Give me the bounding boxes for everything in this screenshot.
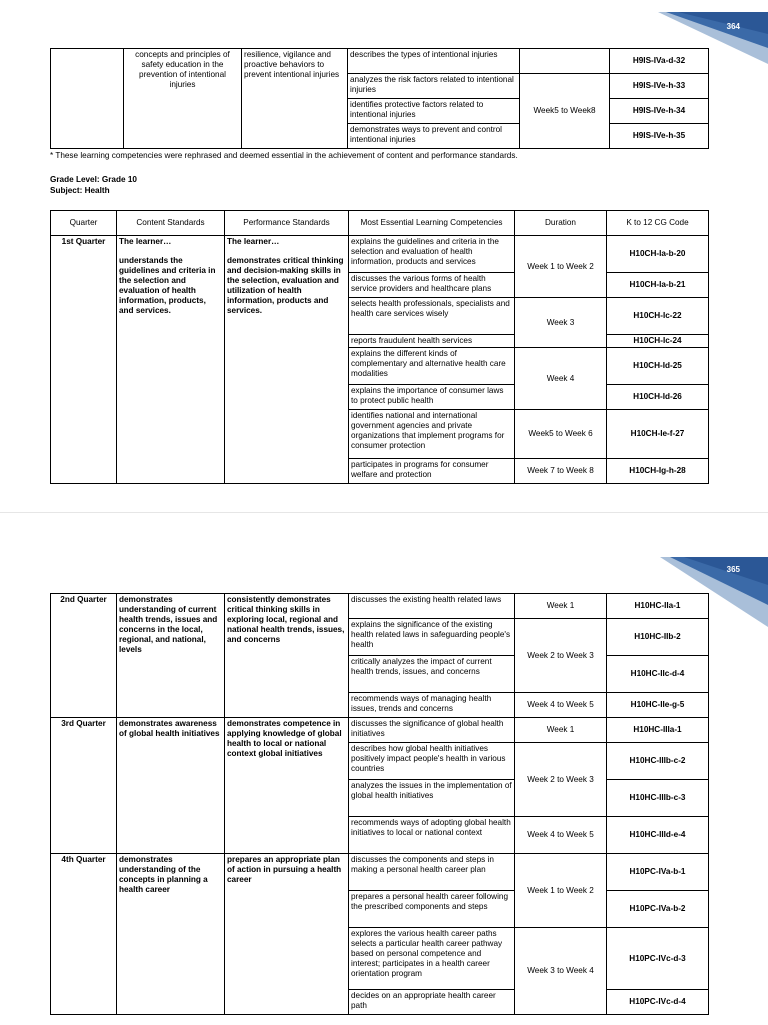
melc-cell: participates in programs for consumer welfare and protection: [349, 459, 515, 484]
cg-code: H10CH-Ic-22: [607, 298, 709, 335]
cg-code: H10HC-IIa-1: [607, 594, 709, 619]
intentional-injuries-table: [50, 48, 709, 149]
quarter-cell: 1st Quarter: [51, 236, 117, 484]
page-number: 365: [726, 565, 740, 574]
melc-cell: recommends ways of adopting global health initiatives to local or national context: [349, 817, 515, 854]
cg-code: H10CH-Id-26: [607, 385, 709, 410]
page-365: [0, 512, 768, 1025]
cg-code: H10HC-IIIa-1: [607, 718, 709, 743]
melc-cell: prepares a personal health career following the prescribed components and steps: [349, 891, 515, 928]
duration-cell: Week 1: [515, 594, 607, 619]
header-cg-code: K to 12 CG Code: [607, 211, 709, 236]
content-standard: demonstrates awareness of global health initiatives: [117, 718, 225, 854]
melc-cell: explains the importance of consumer laws to protect public health: [349, 385, 515, 410]
melc-cell: discusses the components and steps in making a personal health career plan: [349, 854, 515, 891]
content-standard: [117, 236, 225, 484]
melc-cell: identifies national and international government agencies and private organizations that implement programs for consumer protection: [349, 410, 515, 459]
melc-cell: explores the various health career paths selects a particular health career pathway based on personal competence and interest; participates in a health career orientation program: [349, 928, 515, 990]
subject: Subject: Health: [50, 185, 110, 195]
header-duration: Duration: [515, 211, 607, 236]
melc-cell: discusses the existing health related laws: [349, 594, 515, 619]
duration-cell: Week 4: [515, 348, 607, 410]
page-number: 364: [726, 22, 740, 31]
duration-cell: Week 4 to Week 5: [515, 817, 607, 854]
cg-code: H10PC-IVc-d-3: [607, 928, 709, 990]
duration-cell: Week5 to Week 6: [515, 410, 607, 459]
cg-code: H9IS-IVe-h-34: [610, 99, 709, 124]
duration-cell: Week 1 to Week 2: [515, 236, 607, 298]
content-standard: demonstrates understanding of current health trends, issues and concerns in the local, regional, and national, levels: [117, 594, 225, 718]
quarter-cell: 3rd Quarter: [51, 718, 117, 854]
performance-intro: The learner…: [227, 237, 280, 246]
cg-code: H9IS-IVe-h-35: [610, 124, 709, 149]
duration-cell: Week 2 to Week 3: [515, 619, 607, 693]
melc-cell: analyzes the risk factors related to intentional injuries: [348, 74, 520, 99]
duration-cell: Week 1: [515, 718, 607, 743]
duration-cell: Week5 to Week8: [520, 74, 610, 149]
cg-code: H10HC-IIId-e-4: [607, 817, 709, 854]
performance-standard: demonstrates competence in applying knowledge of global health to local or national context global initiatives: [225, 718, 349, 854]
melc-cell: decides on an appropriate health career path: [349, 990, 515, 1015]
melc-cell: explains the guidelines and criteria in the selection and evaluation of health information, products and services: [349, 236, 515, 273]
performance-standard: consistently demonstrates critical thinking skills in exploring local, regional and national health trends, issues, and concerns: [225, 594, 349, 718]
grade10-q1-table: [50, 210, 709, 484]
duration-cell: [520, 49, 610, 74]
melc-cell: demonstrates ways to prevent and control intentional injuries: [348, 124, 520, 149]
cg-code: H10CH-Id-25: [607, 348, 709, 385]
content-standard: demonstrates understanding of the concepts in planning a health career: [117, 854, 225, 1015]
cg-code: H10HC-IIb-2: [607, 619, 709, 656]
performance-text: demonstrates critical thinking and decision-making skills in the selection, evaluation and utilization of health information, products and services.: [227, 256, 344, 315]
duration-cell: Week 4 to Week 5: [515, 693, 607, 718]
header-performance-standards: Performance Standards: [225, 211, 349, 236]
cg-code: H10PC-IVa-b-2: [607, 891, 709, 928]
cg-code: H10CH-Ie-f-27: [607, 410, 709, 459]
duration-cell: Week 3: [515, 298, 607, 348]
page-364: [0, 0, 768, 512]
cg-code: H10CH-Ia-b-20: [607, 236, 709, 273]
performance-standard: prepares an appropriate plan of action in pursuing a health career: [225, 854, 349, 1015]
cg-code: H9IS-IVe-h-33: [610, 74, 709, 99]
cg-code: H10HC-IIIb-c-3: [607, 780, 709, 817]
content-standard: concepts and principles of safety education in the prevention of intentional injuries: [124, 49, 242, 149]
duration-cell: Week 7 to Week 8: [515, 459, 607, 484]
melc-cell: recommends ways of managing health issues, trends and concerns: [349, 693, 515, 718]
content-text: understands the guidelines and criteria in the selection and evaluation of health information, products, and services.: [119, 256, 216, 315]
cg-code: H10HC-IIe-g-5: [607, 693, 709, 718]
grade10-q2-q4-table: [50, 593, 709, 1015]
melc-cell: discusses the various forms of health service providers and healthcare plans: [349, 273, 515, 298]
cg-code: H9IS-IVa-d-32: [610, 49, 709, 74]
melc-cell: critically analyzes the impact of current health trends, issues, and concerns: [349, 656, 515, 693]
performance-standard: [225, 236, 349, 484]
melc-cell: reports fraudulent health services: [349, 335, 515, 348]
cg-code: H10CH-Ic-24: [607, 335, 709, 348]
grade-level: Grade Level: Grade 10: [50, 175, 137, 184]
cg-code: H10CH-Ia-b-21: [607, 273, 709, 298]
quarter-cell: 2nd Quarter: [51, 594, 117, 718]
footnote: * These learning competencies were rephrased and deemed essential in the achievement of content and performance standards.: [50, 151, 518, 160]
melc-cell: explains the different kinds of complementary and alternative health care modalities: [349, 348, 515, 385]
header-content-standards: Content Standards: [117, 211, 225, 236]
melc-cell: identifies protective factors related to intentional injuries: [348, 99, 520, 124]
header-melc: Most Essential Learning Competencies: [349, 211, 515, 236]
cg-code: H10CH-Ig-h-28: [607, 459, 709, 484]
cg-code: H10PC-IVc-d-4: [607, 990, 709, 1015]
quarter-cell: 4th Quarter: [51, 854, 117, 1015]
duration-cell: Week 1 to Week 2: [515, 854, 607, 928]
melc-cell: selects health professionals, specialists and health care services wisely: [349, 298, 515, 335]
melc-cell: discusses the significance of global health initiatives: [349, 718, 515, 743]
grade-level-subject: [50, 175, 137, 196]
content-intro: The learner…: [119, 237, 172, 246]
header-quarter: Quarter: [51, 211, 117, 236]
melc-cell: describes the types of intentional injuries: [348, 49, 520, 74]
cg-code: H10HC-IIc-d-4: [607, 656, 709, 693]
melc-cell: analyzes the issues in the implementation of global health initiatives: [349, 780, 515, 817]
duration-cell: Week 2 to Week 3: [515, 743, 607, 817]
cg-code: H10HC-IIIb-c-2: [607, 743, 709, 780]
performance-standard: resilience, vigilance and proactive behaviors to prevent intentional injuries: [242, 49, 348, 149]
melc-cell: describes how global health initiatives positively impact people's health in various countries: [349, 743, 515, 780]
duration-cell: Week 3 to Week 4: [515, 928, 607, 1015]
melc-cell: explains the significance of the existing health related laws in safeguarding people's health: [349, 619, 515, 656]
quarter-cell: [51, 49, 124, 149]
cg-code: H10PC-IVa-b-1: [607, 854, 709, 891]
